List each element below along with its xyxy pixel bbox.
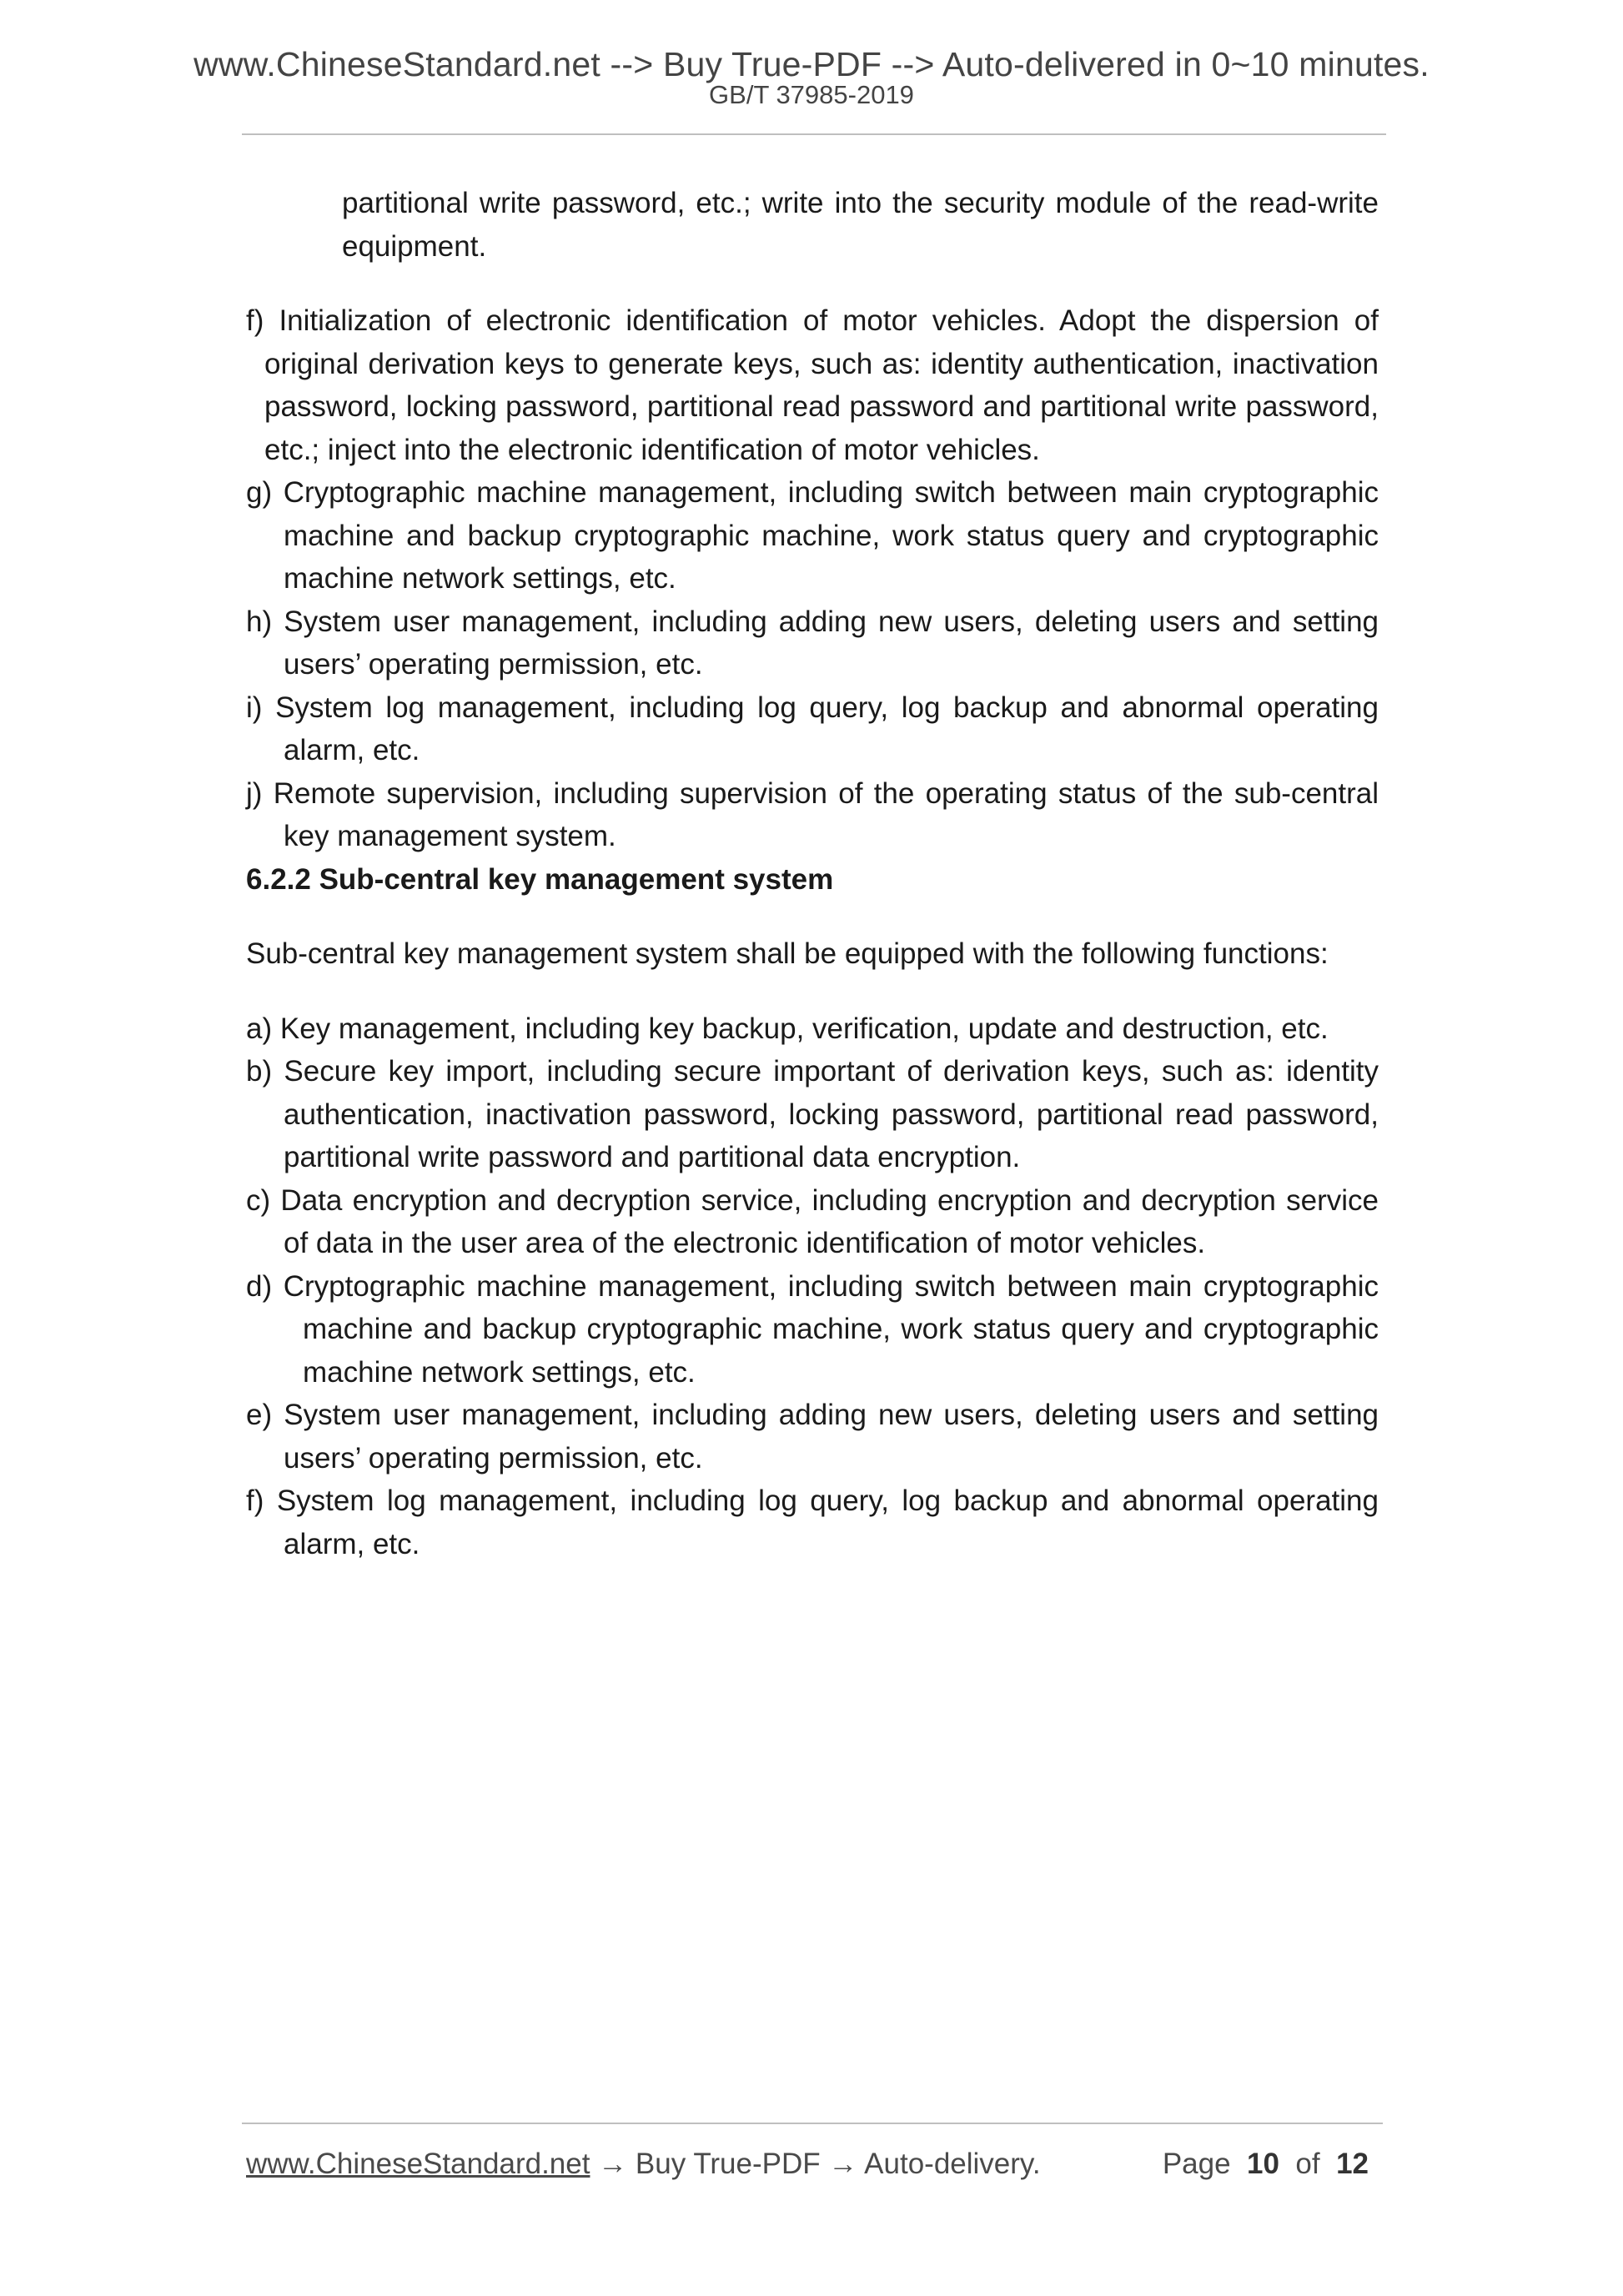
- list-item: [246, 299, 1379, 471]
- of-word: of: [1295, 2148, 1320, 2180]
- list-item-label: h): [246, 605, 273, 638]
- list-item: [246, 1394, 1379, 1480]
- section-intro: Sub-central key management system shall be equipped with the following functions:: [246, 937, 1329, 970]
- continuation-paragraph: partitional write password, etc.; write into the security module of the read-write equipment.: [342, 187, 1379, 263]
- list-item-text: System log management, including log query, log backup and abnormal operating alarm, etc.: [276, 1485, 1379, 1560]
- list-item: [246, 686, 1379, 772]
- list-previous-section: [246, 299, 1379, 858]
- header-divider: [242, 133, 1386, 135]
- footer-tagline: → Buy True-PDF → Auto-delivery.: [590, 2148, 1041, 2180]
- list-item-text: Key management, including key backup, verification, update and destruction, etc.: [279, 1012, 1329, 1045]
- list-item-label: i): [246, 691, 263, 724]
- standard-code: GB/T 37985-2019: [709, 80, 914, 109]
- list-item: [246, 471, 1379, 600]
- list-item: [246, 1179, 1379, 1265]
- list-item-text: Initialization of electronic identification of motor vehicles. Adopt the dispersion of original derivation keys to generate keys, such as: identity authentication, inactivation password, locking password, partitional read password and partitional write password, etc.; inject into the electronic identification of motor vehicles.: [264, 304, 1379, 466]
- list-item-text: System log management, including log query, log backup and abnormal operating alarm, etc.: [275, 691, 1379, 766]
- list-item-text: Cryptographic machine management, including switch between main cryptographic machine and backup cryptographic machine, work status query and cryptographic machine network settings, etc.: [283, 476, 1379, 595]
- list-item: [246, 1265, 1379, 1394]
- list-item-text: Data encryption and decryption service, including encryption and decryption service of data in the user area of the electronic identification of motor vehicles.: [280, 1183, 1379, 1259]
- list-item-label: f): [246, 304, 264, 337]
- footer-site-link[interactable]: www.ChineseStandard.net: [246, 2148, 590, 2180]
- document-body: [246, 182, 1379, 1565]
- list-item-text: Cryptographic machine management, including switch between main cryptographic machine and backup cryptographic machine, work status query and cryptographic machine network settings, etc.: [283, 1269, 1379, 1389]
- list-item-label: b): [246, 1055, 273, 1088]
- page-total: 12: [1336, 2148, 1369, 2180]
- site-banner: www.ChineseStandard.net --> Buy True-PDF --> Auto-delivered in 0~10 minutes.: [193, 45, 1430, 83]
- list-item-text: Remote supervision, including supervision of the operating status of the sub-central key management system.: [273, 776, 1379, 852]
- list-item-text: System user management, including adding new users, deleting users and setting users’ operating permission, etc.: [284, 605, 1379, 681]
- page-word: Page: [1162, 2148, 1231, 2180]
- list-item-text: Secure key import, including secure important of derivation keys, such as: identity authentication, inactivation password, locking password, partitional read password, partitional write password and partitional data encryption.: [284, 1055, 1379, 1173]
- list-item: [246, 1007, 1379, 1051]
- list-item: [246, 1480, 1379, 1565]
- page-counter: [1163, 2143, 1369, 2185]
- list-item-label: d): [246, 1269, 273, 1303]
- list-item-label: j): [246, 776, 263, 810]
- list-item-label: g): [246, 476, 273, 509]
- list-item-label: e): [246, 1399, 273, 1431]
- footer-divider: [242, 2123, 1383, 2124]
- page-current: 10: [1247, 2148, 1279, 2180]
- list-item: [246, 600, 1379, 686]
- list-item: [246, 772, 1379, 858]
- section-heading: 6.2.2 Sub-central key management system: [246, 862, 834, 896]
- footer-left: [246, 2143, 1041, 2185]
- page-footer: [246, 2143, 1379, 2185]
- list-sub-central-functions: [246, 1007, 1379, 1566]
- list-item-label: a): [246, 1012, 273, 1045]
- list-item-label: c): [246, 1183, 271, 1217]
- list-item: [246, 1050, 1379, 1179]
- list-item-label: f): [246, 1485, 264, 1517]
- list-item-text: System user management, including adding new users, deleting users and setting users’ operating permission, etc.: [284, 1399, 1379, 1475]
